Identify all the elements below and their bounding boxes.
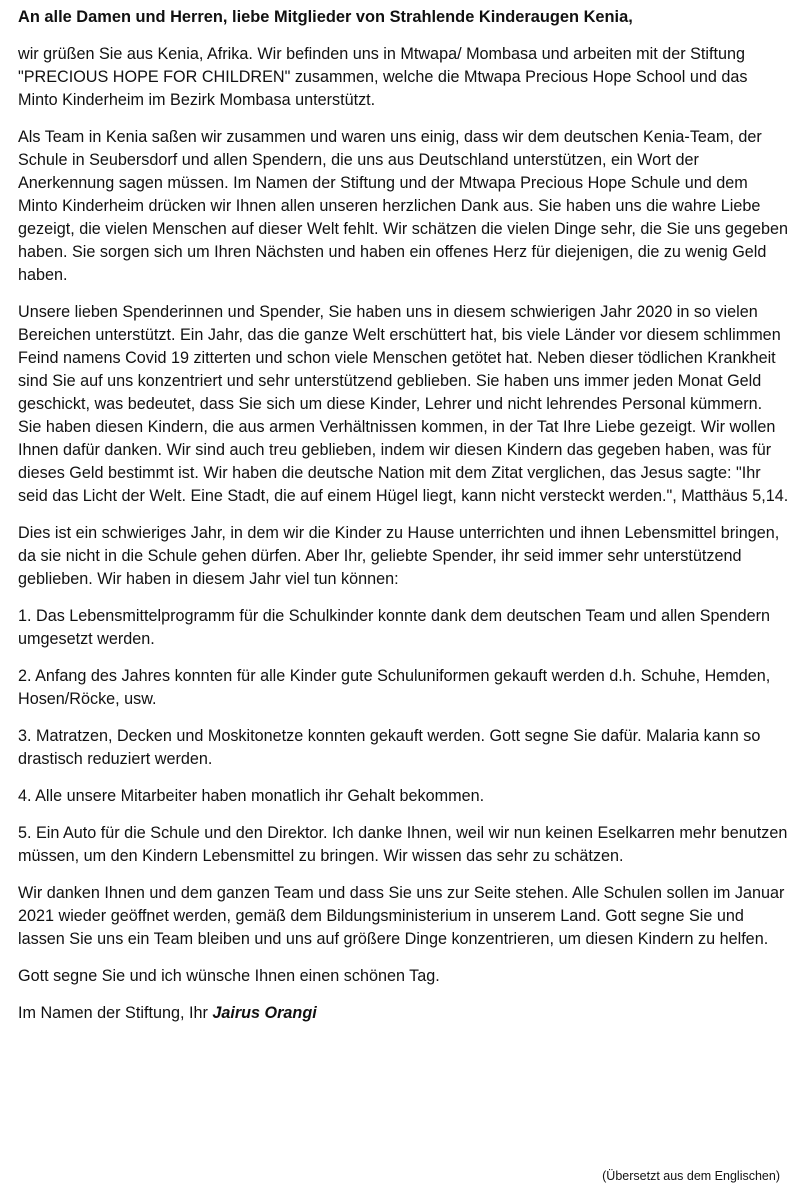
letter-greeting: An alle Damen und Herren, liebe Mitglieder von Strahlende Kinderaugen Kenia, (18, 8, 633, 26)
list-item-food-program: 1. Das Lebensmittelprogramm für die Schulkinder konnte dank dem deutschen Team und allen Spendern umgesetzt werden. (18, 607, 770, 648)
list-item-mattresses: 3. Matratzen, Decken und Moskitonetze konnten gekauft werden. Gott segne Sie dafür. Malaria kann so drastisch reduziert werden. (18, 727, 761, 768)
translation-note: (Übersetzt aus dem Englischen) (602, 1169, 780, 1183)
list-item-salaries: 4. Alle unsere Mitarbeiter haben monatlich ihr Gehalt bekommen. (18, 787, 485, 805)
list-item-uniforms: 2. Anfang des Jahres konnten für alle Kinder gute Schuluniformen gekauft werden d.h. Schuhe, Hemden, Hosen/Röcke, usw. (18, 667, 771, 708)
letter (18, 6, 790, 1039)
paragraph-year: Dies ist ein schwieriges Jahr, in dem wir die Kinder zu Hause unterrichten und ihnen Lebensmittel bringen, da sie nicht in die Schule gehen dürfen. Aber Ihr, geliebte Spender, ihr seid immer sehr unterstützend geblieben. Wir haben in diesem Jahr viel tun können: (18, 524, 780, 588)
paragraph-closing: Wir danken Ihnen und dem ganzen Team und dass Sie uns zur Seite stehen. Alle Schulen sollen im Januar 2021 wieder geöffnet werden, gemäß dem Bildungsministerium in unserem Land. Gott segne Sie und lassen Sie uns ein Team bleiben und uns auf größere Dinge konzentrieren, um diesen Kindern zu helfen. (18, 884, 785, 948)
signature-prefix: Im Namen der Stiftung, Ihr (18, 1004, 213, 1022)
signature-line (18, 1002, 790, 1025)
paragraph-blessing: Gott segne Sie und ich wünsche Ihnen einen schönen Tag. (18, 967, 440, 985)
paragraph-covid: Unsere lieben Spenderinnen und Spender, Sie haben uns in diesem schwierigen Jahr 2020 in so vielen Bereichen unterstützt. Ein Jahr, das die ganze Welt erschüttert hat, bis viele Länder vor diesem schlimmen Feind namens Covid 19 zitterten und schon viele Menschen getötet hat. Neben dieser tödlichen Krankheit sind Sie auf uns konzentriert und sehr unterstützend geblieben. Sie haben uns immer jeden Monat Geld geschickt, was bedeutet, dass Sie sich um diese Kinder, Lehrer und nicht lehrendes Personal kümmern. Sie haben diesen Kindern, die aus armen Verhältnissen kommen, in der Tat Ihre Liebe gezeigt. Wir wollen Ihnen dafür danken. Wir sind auch treu geblieben, indem wir diesen Kindern das gegeben haben, was für dieses Geld bestimmt ist. Wir haben die deutsche Nation mit dem Zitat verglichen, das Jesus sagte: "Ihr seid das Licht der Welt. Eine Stadt, die auf einem Hügel liegt, kann nicht versteckt werden.", Matthäus 5,14. (18, 303, 789, 505)
signature-name: Jairus Orangi (212, 1004, 317, 1022)
paragraph-intro: wir grüßen Sie aus Kenia, Afrika. Wir befinden uns in Mtwapa/ Mombasa und arbeiten mit der Stiftung "PRECIOUS HOPE FOR CHILDREN" zusammen, welche die Mtwapa Precious Hope School und das Minto Kinderheim im Bezirk Mombasa unterstützt. (18, 45, 748, 109)
list-item-car: 5. Ein Auto für die Schule und den Direktor. Ich danke Ihnen, weil wir nun keinen Eselkarren mehr benutzen müssen, um den Kindern Lebensmittel zu bringen. Wir wissen das sehr zu schätzen. (18, 824, 788, 865)
paragraph-thanks: Als Team in Kenia saßen wir zusammen und waren uns einig, dass wir dem deutschen Kenia-Team, der Schule in Seubersdorf und allen Spendern, die uns aus Deutschland unterstützen, ein Wort der Anerkennung sagen müssen. Im Namen der Stiftung und der Mtwapa Precious Hope Schule und dem Minto Kinderheim drücken wir Ihnen allen unseren herzlichen Dank aus. Sie haben uns die wahre Liebe gezeigt, die vielen Menschen auf dieser Welt fehlt. Wir schätzen die vielen Dinge sehr, die Sie uns gegeben haben. Sie sorgen sich um Ihren Nächsten und haben ein offenes Herz für diejenigen, die zu wenig Geld haben. (18, 128, 788, 284)
